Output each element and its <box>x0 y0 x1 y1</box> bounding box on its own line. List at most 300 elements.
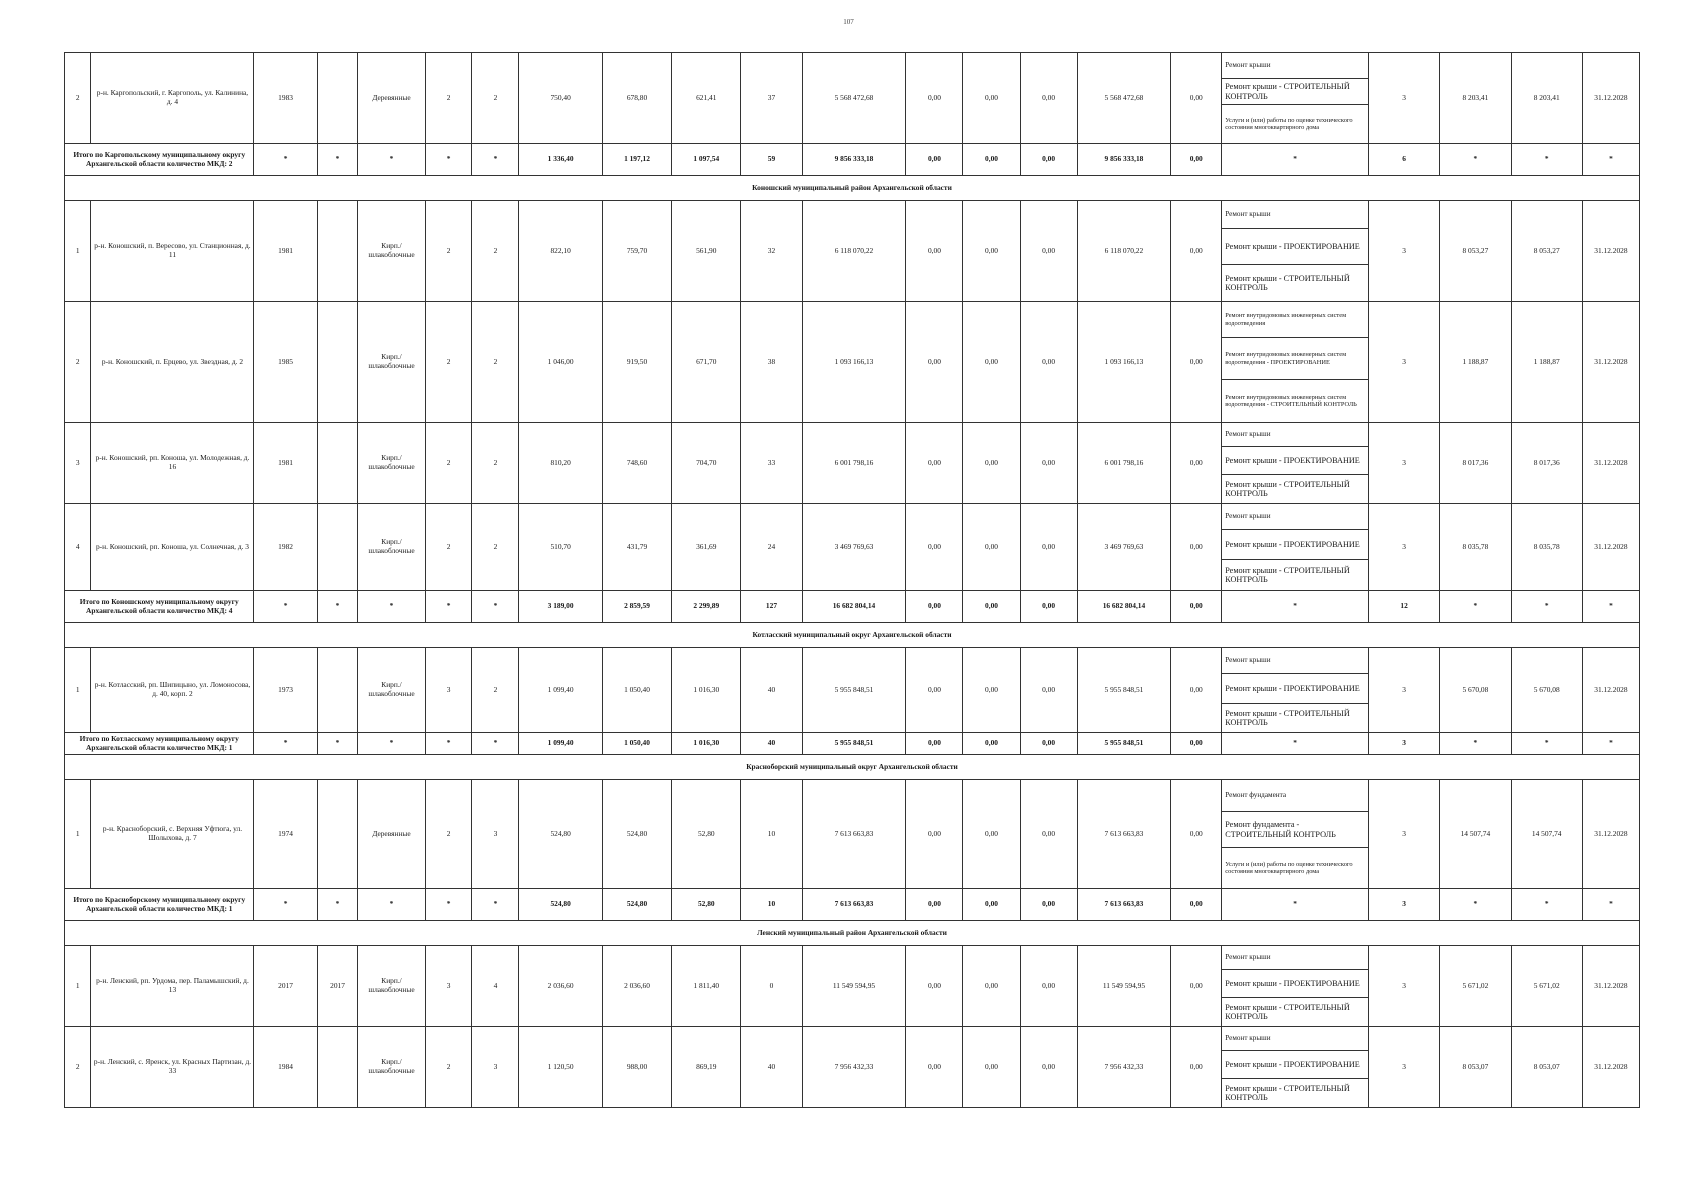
cell-c1: 0,00 <box>906 1027 963 1108</box>
cell-c1: 0,00 <box>906 780 963 889</box>
cell-area-total: 1 099,40 <box>519 648 603 733</box>
work-item: Ремонт фундамента <box>1222 780 1368 812</box>
total-area-res: 1 097,54 <box>672 144 741 176</box>
cell-c4: 11 549 594,95 <box>1077 946 1171 1027</box>
cell-date: 31.12.2028 <box>1582 648 1639 733</box>
total-date: * <box>1582 889 1639 921</box>
table-row <box>65 648 1640 733</box>
cell-material: Кирп./ шлакоблочные <box>358 1027 425 1108</box>
cell-floors: 2 <box>425 423 472 504</box>
cell-num: 1 <box>65 780 91 889</box>
cell-addr: р-н. Ленский, рп. Урдома, пер. Паламышский, д. 13 <box>91 946 254 1027</box>
cell-unit1: 8 017,36 <box>1440 423 1511 504</box>
cell-entr: 2 <box>472 423 519 504</box>
cell-year2 <box>317 302 358 423</box>
total-area-total: 3 189,00 <box>519 591 603 623</box>
cell-year: 1981 <box>254 423 317 504</box>
table-row <box>65 780 1640 889</box>
total-date: * <box>1582 733 1639 755</box>
cell-area-living: 759,70 <box>602 201 671 302</box>
total-unit1: * <box>1440 591 1511 623</box>
cell-entr: 2 <box>472 53 519 144</box>
cell-area-living: 2 036,60 <box>602 946 671 1027</box>
total-residents: 127 <box>741 591 802 623</box>
total-entr: * <box>472 591 519 623</box>
repair-program-table <box>64 52 1640 1108</box>
cell-c4: 5 955 848,51 <box>1077 648 1171 733</box>
total-works: * <box>1222 591 1369 623</box>
total-residents: 59 <box>741 144 802 176</box>
cell-num: 3 <box>65 423 91 504</box>
cell-area-total: 524,80 <box>519 780 603 889</box>
cell-area-total: 510,70 <box>519 504 603 591</box>
cell-material: Деревянные <box>358 780 425 889</box>
cell-c2: 0,00 <box>963 423 1020 504</box>
total-area-total: 1 099,40 <box>519 733 603 755</box>
cell-area-total: 1 120,50 <box>519 1027 603 1108</box>
cell-year2 <box>317 780 358 889</box>
cell-year: 1983 <box>254 53 317 144</box>
cell-addr: р-н. Коношский, п. Вересово, ул. Станционная, д. 11 <box>91 201 254 302</box>
total-n: 12 <box>1368 591 1439 623</box>
cell-c4: 7 613 663,83 <box>1077 780 1171 889</box>
cell-area-total: 2 036,60 <box>519 946 603 1027</box>
cell-c4: 6 118 070,22 <box>1077 201 1171 302</box>
cell-residents: 24 <box>741 504 802 591</box>
cell-c2: 0,00 <box>963 1027 1020 1108</box>
cell-num: 1 <box>65 946 91 1027</box>
cell-n: 3 <box>1368 504 1439 591</box>
total-cost: 16 682 804,14 <box>802 591 906 623</box>
cell-material: Кирп./ шлакоблочные <box>358 504 425 591</box>
cell-area-living: 748,60 <box>602 423 671 504</box>
total-c2: 0,00 <box>963 889 1020 921</box>
cell-c1: 0,00 <box>906 648 963 733</box>
table-row <box>65 53 1640 144</box>
total-unit1: * <box>1440 733 1511 755</box>
cell-n: 3 <box>1368 201 1439 302</box>
cell-unit1: 8 053,27 <box>1440 201 1511 302</box>
cell-area-res: 1 016,30 <box>672 648 741 733</box>
cell-year2 <box>317 504 358 591</box>
cell-c3: 0,00 <box>1020 1027 1077 1108</box>
total-unit2: * <box>1511 144 1582 176</box>
cell-unit2: 5 670,08 <box>1511 648 1582 733</box>
cell-c3: 0,00 <box>1020 302 1077 423</box>
section-header-row <box>65 623 1640 648</box>
cell-material: Кирп./ шлакоблочные <box>358 648 425 733</box>
section-header-row <box>65 755 1640 780</box>
total-material: * <box>358 591 425 623</box>
cell-unit2: 8 017,36 <box>1511 423 1582 504</box>
cell-n: 3 <box>1368 53 1439 144</box>
cell-c2: 0,00 <box>963 780 1020 889</box>
cell-area-res: 52,80 <box>672 780 741 889</box>
total-floors: * <box>425 889 472 921</box>
cell-unit2: 8 053,27 <box>1511 201 1582 302</box>
total-year: * <box>254 144 317 176</box>
cell-c5: 0,00 <box>1171 648 1222 733</box>
cell-entr: 3 <box>472 1027 519 1108</box>
total-c4: 5 955 848,51 <box>1077 733 1171 755</box>
section-title: Коношский муниципальный район Архангельской области <box>65 176 1640 201</box>
cell-cost: 1 093 166,13 <box>802 302 906 423</box>
cell-cost: 6 001 798,16 <box>802 423 906 504</box>
work-item: Ремонт крыши - ПРОЕКТИРОВАНИЕ <box>1222 970 1368 998</box>
cell-addr: р-н. Каргопольский, г. Каргополь, ул. Калинина, д. 4 <box>91 53 254 144</box>
total-entr: * <box>472 733 519 755</box>
cell-c2: 0,00 <box>963 302 1020 423</box>
cell-entr: 2 <box>472 302 519 423</box>
work-item: Ремонт внутридомовых инженерных систем водоотведения - ПРОЕКТИРОВАНИЕ <box>1222 338 1368 380</box>
cell-addr: р-н. Коношский, п. Ерцево, ул. Звездная, д. 2 <box>91 302 254 423</box>
cell-c4: 3 469 769,63 <box>1077 504 1171 591</box>
works-cell <box>1222 302 1369 423</box>
total-unit2: * <box>1511 889 1582 921</box>
table-body <box>65 53 1640 1108</box>
total-entr: * <box>472 889 519 921</box>
total-entr: * <box>472 144 519 176</box>
cell-floors: 2 <box>425 53 472 144</box>
works-cell <box>1222 504 1369 591</box>
total-label: Итого по Каргопольскому муниципальному округу Архангельской области количество МКД: 2 <box>65 144 254 176</box>
cell-floors: 3 <box>425 946 472 1027</box>
cell-c1: 0,00 <box>906 302 963 423</box>
cell-c5: 0,00 <box>1171 504 1222 591</box>
work-item: Ремонт внутридомовых инженерных систем водоотведения - СТРОИТЕЛЬНЫЙ КОНТРОЛЬ <box>1225 393 1357 408</box>
cell-area-res: 361,69 <box>672 504 741 591</box>
cell-date: 31.12.2028 <box>1582 201 1639 302</box>
total-n: 6 <box>1368 144 1439 176</box>
work-item: Ремонт крыши <box>1222 1027 1368 1051</box>
total-c2: 0,00 <box>963 144 1020 176</box>
cell-date: 31.12.2028 <box>1582 302 1639 423</box>
cell-area-res: 621,41 <box>672 53 741 144</box>
section-title: Ленский муниципальный район Архангельской области <box>65 921 1640 946</box>
cell-material: Кирп./ шлакоблочные <box>358 423 425 504</box>
section-header-row <box>65 176 1640 201</box>
section-title: Красноборский муниципальный округ Архангельской области <box>65 755 1640 780</box>
cell-c5: 0,00 <box>1171 780 1222 889</box>
cell-c3: 0,00 <box>1020 780 1077 889</box>
work-item: Услуги и (или) работы по оценке технического состояния многоквартирного дома <box>1225 116 1353 131</box>
cell-n: 3 <box>1368 780 1439 889</box>
work-item: Ремонт крыши <box>1222 423 1368 447</box>
work-item: Ремонт крыши <box>1222 201 1368 229</box>
cell-year: 1984 <box>254 1027 317 1108</box>
cell-unit2: 8 053,07 <box>1511 1027 1582 1108</box>
cell-cost: 11 549 594,95 <box>802 946 906 1027</box>
cell-c4: 6 001 798,16 <box>1077 423 1171 504</box>
total-c2: 0,00 <box>963 733 1020 755</box>
cell-c5: 0,00 <box>1171 302 1222 423</box>
cell-c5: 0,00 <box>1171 946 1222 1027</box>
page-number: 107 <box>843 18 854 26</box>
total-area-living: 524,80 <box>602 889 671 921</box>
work-item: Ремонт крыши - СТРОИТЕЛЬНЫЙ КОНТРОЛЬ <box>1225 1083 1350 1102</box>
total-works: * <box>1222 733 1369 755</box>
works-cell <box>1222 423 1369 504</box>
cell-area-res: 1 811,40 <box>672 946 741 1027</box>
cell-c4: 1 093 166,13 <box>1077 302 1171 423</box>
cell-year: 1982 <box>254 504 317 591</box>
cell-floors: 2 <box>425 780 472 889</box>
cell-area-total: 1 046,00 <box>519 302 603 423</box>
cell-c4: 7 956 432,33 <box>1077 1027 1171 1108</box>
cell-entr: 4 <box>472 946 519 1027</box>
work-item: Ремонт крыши - СТРОИТЕЛЬНЫЙ КОНТРОЛЬ <box>1225 1002 1350 1021</box>
cell-c3: 0,00 <box>1020 53 1077 144</box>
cell-c2: 0,00 <box>963 946 1020 1027</box>
cell-c1: 0,00 <box>906 53 963 144</box>
total-c5: 0,00 <box>1171 733 1222 755</box>
cell-c2: 0,00 <box>963 53 1020 144</box>
cell-area-living: 524,80 <box>602 780 671 889</box>
total-area-res: 1 016,30 <box>672 733 741 755</box>
total-area-living: 2 859,59 <box>602 591 671 623</box>
total-date: * <box>1582 591 1639 623</box>
total-label: Итого по Котласскому муниципальному округу Архангельской области количество МКД: 1 <box>65 733 254 755</box>
cell-year: 1973 <box>254 648 317 733</box>
cell-area-living: 431,79 <box>602 504 671 591</box>
cell-c3: 0,00 <box>1020 423 1077 504</box>
cell-unit1: 8 053,07 <box>1440 1027 1511 1108</box>
cell-c5: 0,00 <box>1171 201 1222 302</box>
cell-n: 3 <box>1368 423 1439 504</box>
cell-c5: 0,00 <box>1171 423 1222 504</box>
cell-area-total: 822,10 <box>519 201 603 302</box>
work-item: Ремонт крыши - ПРОЕКТИРОВАНИЕ <box>1222 530 1368 560</box>
cell-unit1: 5 670,08 <box>1440 648 1511 733</box>
cell-c4: 5 568 472,68 <box>1077 53 1171 144</box>
total-floors: * <box>425 144 472 176</box>
total-c4: 7 613 663,83 <box>1077 889 1171 921</box>
cell-area-living: 678,80 <box>602 53 671 144</box>
cell-num: 4 <box>65 504 91 591</box>
table-row <box>65 302 1640 423</box>
section-header-row <box>65 921 1640 946</box>
work-item: Ремонт крыши - СТРОИТЕЛЬНЫЙ КОНТРОЛЬ <box>1225 708 1350 727</box>
cell-residents: 40 <box>741 1027 802 1108</box>
total-c5: 0,00 <box>1171 889 1222 921</box>
cell-addr: р-н. Котласский, рп. Шипицыно, ул. Ломоносова, д. 40, корп. 2 <box>91 648 254 733</box>
total-row <box>65 889 1640 921</box>
cell-material: Кирп./ шлакоблочные <box>358 302 425 423</box>
total-residents: 10 <box>741 889 802 921</box>
total-cost: 5 955 848,51 <box>802 733 906 755</box>
total-area-living: 1 050,40 <box>602 733 671 755</box>
total-c5: 0,00 <box>1171 144 1222 176</box>
works-cell <box>1222 201 1369 302</box>
cell-year2 <box>317 53 358 144</box>
cell-c2: 0,00 <box>963 201 1020 302</box>
total-unit2: * <box>1511 591 1582 623</box>
cell-c3: 0,00 <box>1020 946 1077 1027</box>
cell-floors: 2 <box>425 201 472 302</box>
work-item: Ремонт крыши - ПРОЕКТИРОВАНИЕ <box>1222 447 1368 475</box>
total-label: Итого по Красноборскому муниципальному округу Архангельской области количество МКД: 1 <box>65 889 254 921</box>
total-material: * <box>358 144 425 176</box>
cell-material: Деревянные <box>358 53 425 144</box>
table-row <box>65 201 1640 302</box>
cell-entr: 2 <box>472 504 519 591</box>
total-c3: 0,00 <box>1020 591 1077 623</box>
cell-c1: 0,00 <box>906 504 963 591</box>
total-c3: 0,00 <box>1020 733 1077 755</box>
total-c1: 0,00 <box>906 733 963 755</box>
total-works: * <box>1222 144 1369 176</box>
cell-residents: 0 <box>741 946 802 1027</box>
total-unit1: * <box>1440 889 1511 921</box>
work-item: Ремонт крыши - СТРОИТЕЛЬНЫЙ КОНТРОЛЬ <box>1222 79 1368 105</box>
total-year2: * <box>317 591 358 623</box>
cell-area-res: 561,90 <box>672 201 741 302</box>
cell-area-total: 750,40 <box>519 53 603 144</box>
cell-addr: р-н. Красноборский, с. Верхняя Уфтюга, ул. Шолыхова, д. 7 <box>91 780 254 889</box>
cell-area-total: 810,20 <box>519 423 603 504</box>
cell-c3: 0,00 <box>1020 504 1077 591</box>
cell-residents: 37 <box>741 53 802 144</box>
cell-unit2: 8 035,78 <box>1511 504 1582 591</box>
total-row <box>65 591 1640 623</box>
total-unit1: * <box>1440 144 1511 176</box>
work-item: Ремонт крыши - ПРОЕКТИРОВАНИЕ <box>1222 674 1368 704</box>
cell-year2 <box>317 648 358 733</box>
total-year: * <box>254 591 317 623</box>
cell-unit1: 14 507,74 <box>1440 780 1511 889</box>
cell-unit2: 1 188,87 <box>1511 302 1582 423</box>
cell-floors: 3 <box>425 648 472 733</box>
cell-unit2: 14 507,74 <box>1511 780 1582 889</box>
cell-area-living: 1 050,40 <box>602 648 671 733</box>
total-row <box>65 733 1640 755</box>
total-c1: 0,00 <box>906 144 963 176</box>
section-title: Котласский муниципальный округ Архангельской области <box>65 623 1640 648</box>
total-cost: 7 613 663,83 <box>802 889 906 921</box>
total-material: * <box>358 733 425 755</box>
total-n: 3 <box>1368 889 1439 921</box>
cell-residents: 10 <box>741 780 802 889</box>
total-c3: 0,00 <box>1020 144 1077 176</box>
cell-year2: 2017 <box>317 946 358 1027</box>
total-c1: 0,00 <box>906 591 963 623</box>
total-works: * <box>1222 889 1369 921</box>
cell-unit1: 8 203,41 <box>1440 53 1511 144</box>
cell-n: 3 <box>1368 648 1439 733</box>
total-year2: * <box>317 889 358 921</box>
cell-residents: 38 <box>741 302 802 423</box>
cell-cost: 5 568 472,68 <box>802 53 906 144</box>
total-c4: 9 856 333,18 <box>1077 144 1171 176</box>
cell-num: 1 <box>65 201 91 302</box>
cell-area-res: 869,19 <box>672 1027 741 1108</box>
total-c5: 0,00 <box>1171 591 1222 623</box>
cell-year: 1985 <box>254 302 317 423</box>
cell-date: 31.12.2028 <box>1582 946 1639 1027</box>
cell-material: Кирп./ шлакоблочные <box>358 946 425 1027</box>
cell-year2 <box>317 1027 358 1108</box>
cell-area-res: 671,70 <box>672 302 741 423</box>
work-item: Ремонт крыши - ПРОЕКТИРОВАНИЕ <box>1222 1051 1368 1079</box>
cell-cost: 3 469 769,63 <box>802 504 906 591</box>
total-label: Итого по Коношскому муниципальному округу Архангельской области количество МКД: 4 <box>65 591 254 623</box>
cell-residents: 33 <box>741 423 802 504</box>
cell-c5: 0,00 <box>1171 53 1222 144</box>
cell-entr: 3 <box>472 780 519 889</box>
cell-c2: 0,00 <box>963 504 1020 591</box>
cell-unit2: 5 671,02 <box>1511 946 1582 1027</box>
total-c3: 0,00 <box>1020 889 1077 921</box>
total-unit2: * <box>1511 733 1582 755</box>
total-floors: * <box>425 591 472 623</box>
cell-area-res: 704,70 <box>672 423 741 504</box>
works-cell <box>1222 780 1369 889</box>
cell-year2 <box>317 423 358 504</box>
cell-unit1: 8 035,78 <box>1440 504 1511 591</box>
work-item: Ремонт крыши - СТРОИТЕЛЬНЫЙ КОНТРОЛЬ <box>1225 479 1350 498</box>
table-row <box>65 1027 1640 1108</box>
cell-num: 2 <box>65 302 91 423</box>
cell-c2: 0,00 <box>963 648 1020 733</box>
cell-c5: 0,00 <box>1171 1027 1222 1108</box>
total-row <box>65 144 1640 176</box>
total-floors: * <box>425 733 472 755</box>
total-c2: 0,00 <box>963 591 1020 623</box>
total-date: * <box>1582 144 1639 176</box>
cell-n: 3 <box>1368 1027 1439 1108</box>
cell-unit2: 8 203,41 <box>1511 53 1582 144</box>
cell-addr: р-н. Коношский, рп. Коноша, ул. Молодежная, д. 16 <box>91 423 254 504</box>
cell-addr: р-н. Коношский, рп. Коноша, ул. Солнечная, д. 3 <box>91 504 254 591</box>
cell-entr: 2 <box>472 201 519 302</box>
works-cell <box>1222 946 1369 1027</box>
cell-unit1: 1 188,87 <box>1440 302 1511 423</box>
total-residents: 40 <box>741 733 802 755</box>
work-item: Ремонт крыши <box>1222 53 1368 79</box>
cell-cost: 6 118 070,22 <box>802 201 906 302</box>
total-area-total: 524,80 <box>519 889 603 921</box>
total-year: * <box>254 733 317 755</box>
works-cell <box>1222 53 1369 144</box>
cell-n: 3 <box>1368 946 1439 1027</box>
cell-date: 31.12.2028 <box>1582 780 1639 889</box>
work-item: Ремонт крыши <box>1222 946 1368 970</box>
cell-c1: 0,00 <box>906 201 963 302</box>
cell-num: 1 <box>65 648 91 733</box>
total-year2: * <box>317 144 358 176</box>
cell-date: 31.12.2028 <box>1582 1027 1639 1108</box>
work-item: Ремонт внутридомовых инженерных систем водоотведения <box>1222 302 1368 338</box>
cell-date: 31.12.2028 <box>1582 53 1639 144</box>
cell-c1: 0,00 <box>906 423 963 504</box>
cell-area-living: 988,00 <box>602 1027 671 1108</box>
cell-cost: 5 955 848,51 <box>802 648 906 733</box>
total-cost: 9 856 333,18 <box>802 144 906 176</box>
work-item: Ремонт фундамента - СТРОИТЕЛЬНЫЙ КОНТРОЛЬ <box>1222 812 1368 848</box>
total-n: 3 <box>1368 733 1439 755</box>
total-year: * <box>254 889 317 921</box>
table-row <box>65 423 1640 504</box>
total-area-res: 52,80 <box>672 889 741 921</box>
cell-cost: 7 613 663,83 <box>802 780 906 889</box>
cell-year: 2017 <box>254 946 317 1027</box>
cell-addr: р-н. Ленский, с. Яренск, ул. Красных Партизан, д. 33 <box>91 1027 254 1108</box>
total-area-living: 1 197,12 <box>602 144 671 176</box>
cell-date: 31.12.2028 <box>1582 423 1639 504</box>
work-item: Ремонт крыши <box>1222 504 1368 530</box>
cell-residents: 32 <box>741 201 802 302</box>
table-row <box>65 946 1640 1027</box>
